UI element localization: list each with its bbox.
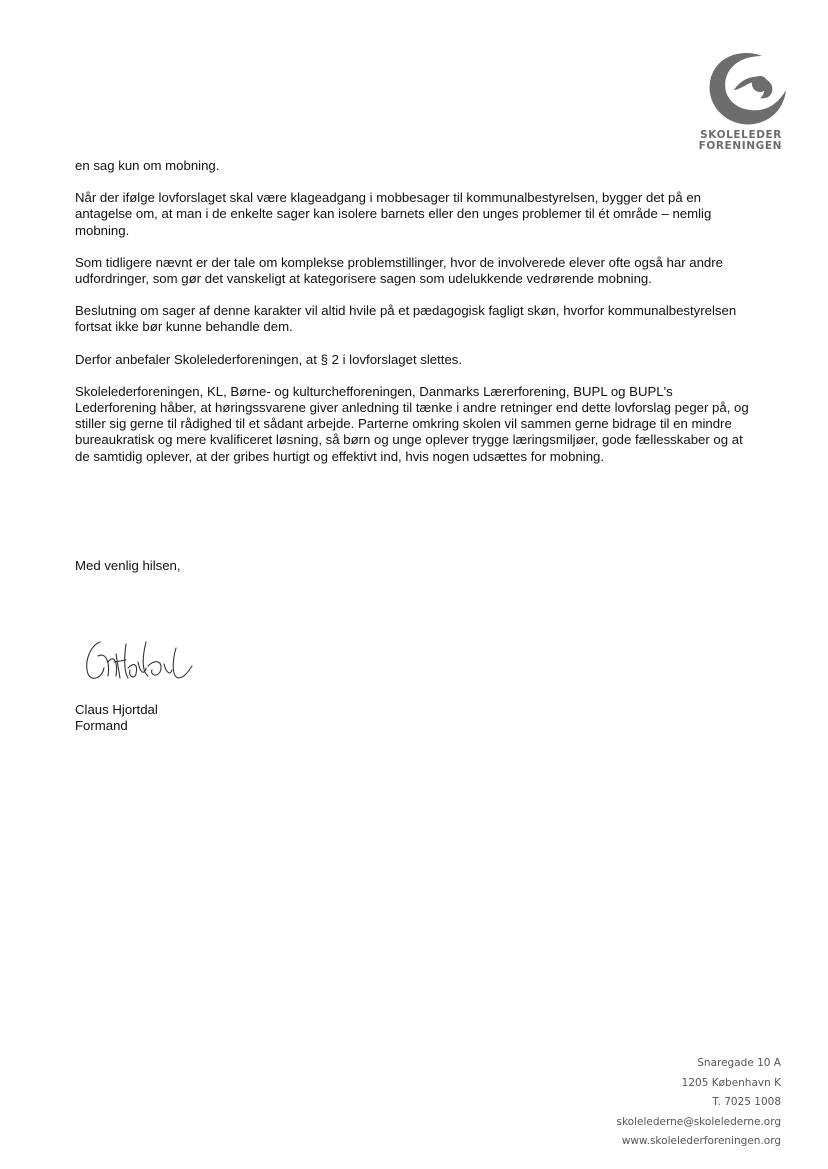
logo-text-line-1: SKOLELEDER (700, 129, 782, 141)
organization-logo (700, 50, 790, 160)
footer-phone: T. 7025 1008 (712, 1096, 781, 1108)
paragraph: Beslutning om sager af denne karakter vil altid hvile på et pædagogisk fagligt skøn, hvorfor kommunalbestyrelsen fortsat ikke bør kunne behandle dem. (75, 303, 737, 335)
handwritten-signature (80, 632, 200, 692)
letter-body (75, 158, 755, 481)
signer-block (75, 702, 158, 734)
skolelederforeningen-logo-icon (704, 50, 788, 130)
footer-address-street: Snaregade 10 A (697, 1057, 781, 1069)
footer-website[interactable]: www.skolelederforeningen.org (621, 1135, 781, 1147)
paragraph: Som tidligere nævnt er der tale om komplekse problemstillinger, hvor de involverede elever ofte også har andre udfordringer, som gør det vanskeligt at kategorisere sagen som udelukkende vedrørende mobning. (75, 254, 723, 287)
closing-salutation: Med venlig hilsen, (75, 558, 181, 573)
paragraph: Når der ifølge lovforslaget skal være klageadgang i mobbesager til kommunalbestyrelsen, bygger det på en antagelse om, at man i de enkelte sager kan isolere barnets eller den unges problemer til ét område – nemlig mobning. (75, 190, 712, 238)
logo-text-line-2: FORENINGEN (698, 140, 782, 152)
paragraph: Skolelederforeningen, KL, Børne- og kulturchefforeningen, Danmarks Lærerforening, BUPL og BUPL's Lederforening håber, at høringssvarene giver anledning til tænke i andre retninger end dette lovforslag peger på, og stiller sig gerne til rådighed til et sådant arbejde. Parterne omkring skolen vil sammen gerne bidrage til en mindre bureaukratisk og mere kvalificeret løsning, så børn og unge oplever trygge læringsmiljøer, gode fællesskaber og at de samtidig oplever, at der gribes hurtigt og effektivt ind, hvis nogen udsættes for mobning. (75, 383, 749, 464)
footer-address-city: 1205 København K (681, 1076, 781, 1089)
signer-title: Formand (75, 718, 128, 733)
signer-name: Claus Hjortdal (75, 702, 158, 717)
logo-wordmark (699, 130, 782, 152)
paragraph: en sag kun om mobning. (75, 158, 220, 173)
footer-contact (616, 1054, 781, 1152)
footer-email[interactable]: skolelederne@skolelederne.org (616, 1115, 781, 1128)
paragraph: Derfor anbefaler Skolelederforeningen, at § 2 i lovforslaget slettes. (75, 351, 463, 367)
